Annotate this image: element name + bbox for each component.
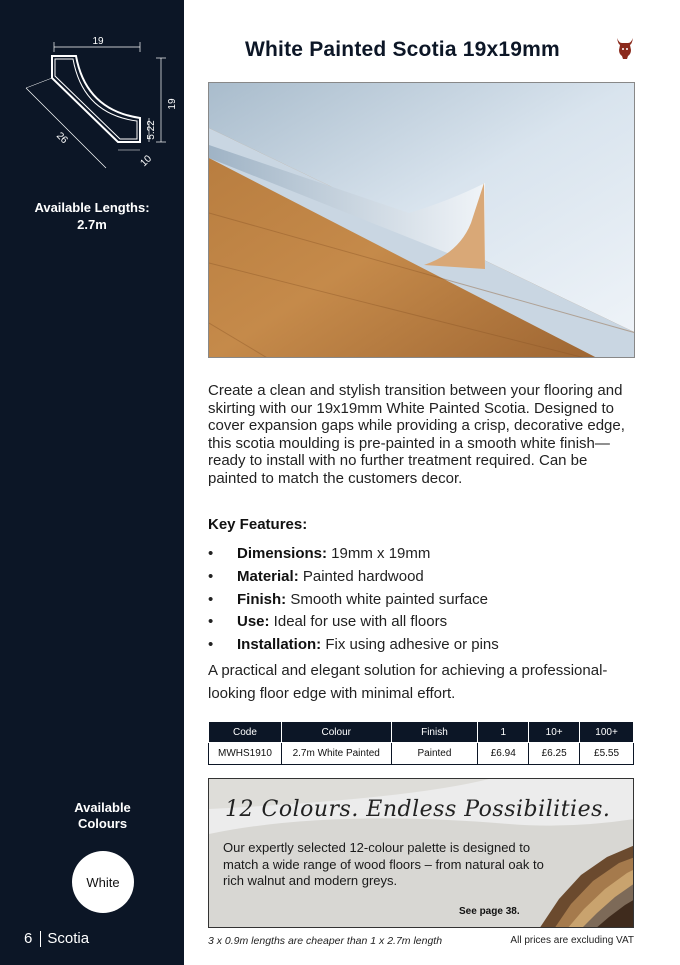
feature-value: Ideal for use with all floors [269,613,448,631]
available-colours-line1: Available [74,800,131,815]
product-photo-illustration [209,83,635,358]
column-header: 10+ [529,722,580,743]
column-header: Code [209,722,282,743]
feature-value: Smooth white painted surface [286,590,488,608]
available-lengths [0,199,184,233]
vat-note: All prices are excluding VAT [510,935,634,946]
bull-logo-icon [614,36,636,60]
feature-item [208,589,638,612]
available-colours [0,800,205,832]
product-photo [208,82,635,358]
table-cell: £6.94 [478,743,529,765]
profile-diagram [18,30,178,180]
dim-small-label: 5.22 [146,120,157,140]
section-name: Scotia [47,930,90,947]
bullet-icon: • [208,590,214,608]
table-cell: Painted [391,743,478,765]
dim-diag-label: 26 [53,130,70,147]
available-lengths-value: 2.7m [77,217,107,232]
bullet-icon: • [208,613,214,631]
feature-label: Material: [237,567,299,585]
key-features-heading: Key Features: [208,516,308,533]
page-footer-left [24,930,89,947]
available-lengths-label: Available Lengths: [34,200,150,215]
feature-item [208,611,638,634]
feature-label: Dimensions: [237,545,328,562]
column-header: 1 [478,722,529,743]
feature-item [208,566,638,589]
column-header: Finish [391,722,478,743]
feature-item [208,543,638,566]
closing-paragraph: A practical and elegant solution for achieving a professional-looking floor edge with minimal effort. [208,662,608,702]
product-description: Create a clean and stylish transition between your flooring and skirting with our 19x19mm White Painted Scotia. Designed to cover expansion gaps while providing a crisp, decorative edge, this scotia moulding is pre-painted in a smooth white finish—ready to install with no further treatment required. Can be painted to match the customers decor. [208,382,625,487]
sidebar [0,0,184,965]
bullet-icon: • [208,545,214,562]
table-header-row [209,722,634,743]
page-number: 6 [24,930,33,947]
table-cell: MWHS1910 [209,743,282,765]
colour-swatch-white: White [72,851,134,913]
table-cell: 2.7m White Painted [281,743,391,765]
table-row [209,743,634,765]
page-title: White Painted Scotia 19x19mm [245,38,560,61]
see-page-link[interactable]: See page 38. [459,906,520,917]
bullet-icon: • [208,636,214,654]
banner-text: Our expertly selected 12-colour palette is designed to match a wide range of wood floors – from natural oak to rich walnut and modern greys. [223,840,544,888]
feature-label: Finish: [237,590,287,608]
column-header: Colour [281,722,391,743]
footer-divider [40,931,41,947]
feature-label: Installation: [237,636,322,654]
key-features-list [208,543,638,657]
feature-value: Painted hardwood [298,567,424,585]
dim-right-label: 19 [167,98,178,110]
price-table [208,721,634,765]
dim-top-label: 19 [92,36,104,47]
feature-item [208,634,638,657]
table-cell: £5.55 [580,743,634,765]
feature-value: Fix using adhesive or pins [321,636,499,654]
table-cell: £6.25 [529,743,580,765]
banner-heading: 12 Colours. Endless Possibilities. [225,797,611,822]
dim-bottom-label: 10 [138,153,155,170]
available-colours-line2: Colours [77,816,128,831]
lengths-note: 3 x 0.9m lengths are cheaper than 1 x 2.7m length [208,935,443,947]
column-header: 100+ [580,722,634,743]
feature-value: 19mm x 19mm [327,545,431,562]
bullet-icon: • [208,567,214,585]
feature-label: Use: [237,613,270,631]
colours-promo-banner [208,778,634,928]
